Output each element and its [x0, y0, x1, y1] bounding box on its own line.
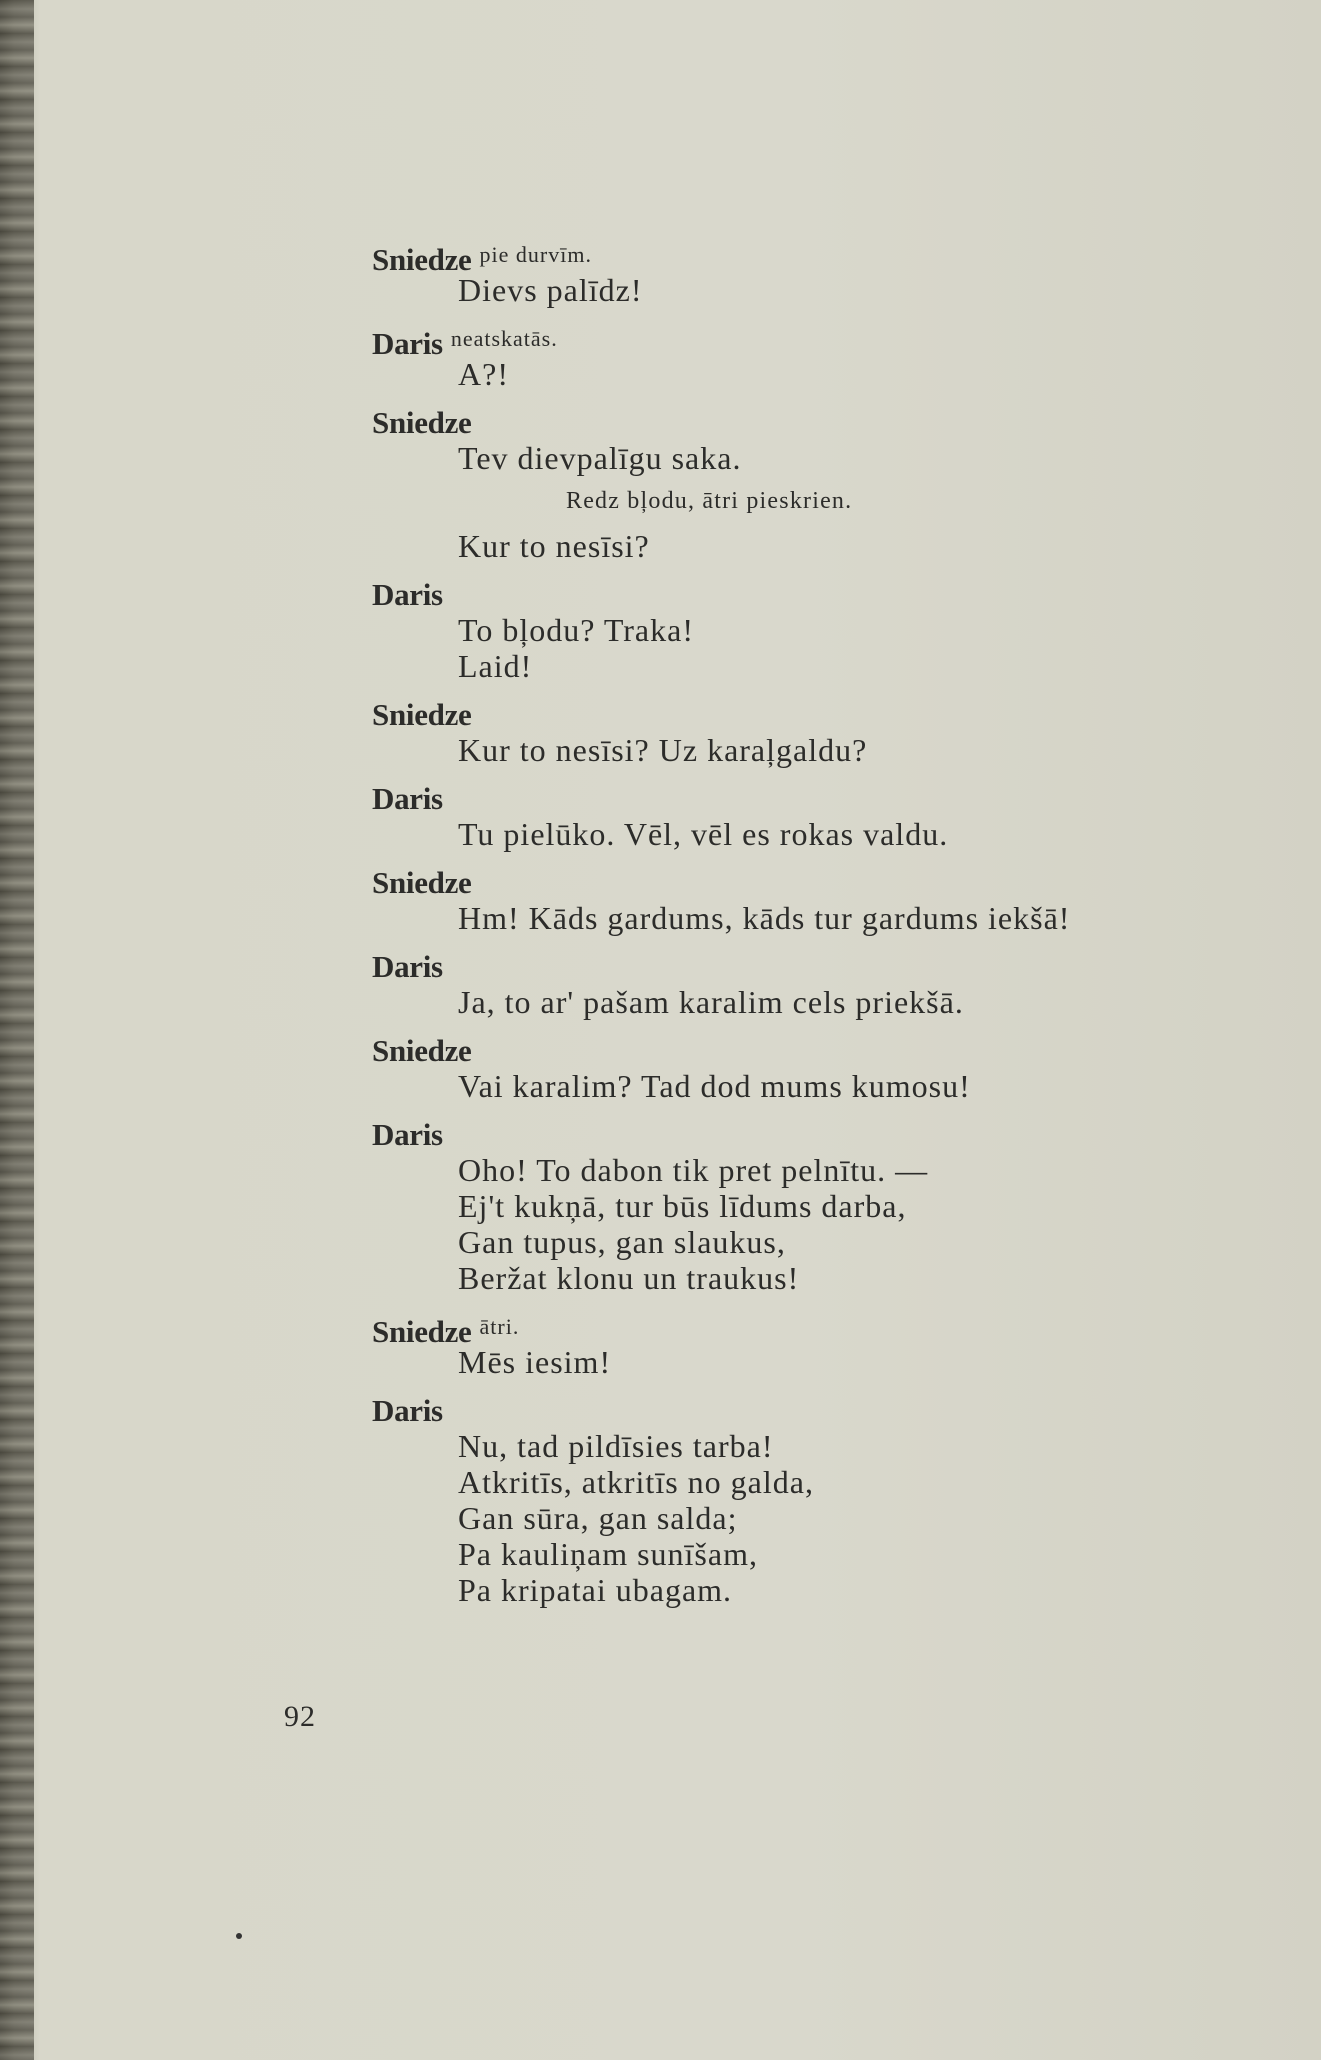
- page-number: 92: [284, 1700, 316, 1733]
- dialogue-line: To bļodu? Traka!: [458, 612, 694, 648]
- stage-direction: ātri.: [479, 1314, 520, 1339]
- stage-direction: neatskatās.: [450, 326, 558, 351]
- dialogue-line: Ej't kukņā, tur būs līdums darba,: [458, 1188, 907, 1224]
- speech-block: [372, 406, 1272, 564]
- speaker-name: Sniedze: [372, 242, 472, 277]
- stage-direction: Redz bļodu, ātri pieskrien.: [566, 488, 853, 514]
- speech-block: [372, 1034, 1272, 1104]
- dialogue-line: A?!: [458, 356, 509, 392]
- speaker-name: Daris: [372, 781, 443, 816]
- dialogue-line: Vai karalim? Tad dod mums kumosu!: [458, 1068, 971, 1104]
- book-spine-edge: [0, 0, 34, 2060]
- speaker-name: Sniedze: [372, 1033, 472, 1068]
- speaker-name: Daris: [372, 577, 443, 612]
- speech-block: [372, 322, 1272, 392]
- speaker-name: Sniedze: [372, 697, 472, 732]
- dialogue-text: [372, 238, 1272, 1608]
- dialogue-line: Pa kauliņam sunīšam,: [458, 1536, 758, 1572]
- speaker-name: Daris: [372, 326, 443, 361]
- dialogue-line: Laid!: [458, 648, 533, 684]
- speech-block: [372, 698, 1272, 768]
- dialogue-line: Mēs iesim!: [458, 1344, 612, 1380]
- dialogue-line: Pa kripatai ubagam.: [458, 1572, 733, 1608]
- dialogue-line: Hm! Kāds gardums, kāds tur gardums iekšā!: [458, 900, 1071, 936]
- dialogue-line: Kur to nesīsi? Uz karaļgaldu?: [458, 732, 868, 768]
- stage-direction: pie durvīm.: [479, 242, 592, 267]
- speech-block: [372, 1394, 1272, 1608]
- dialogue-line: Gan tupus, gan slaukus,: [458, 1224, 786, 1260]
- dialogue-line: Beržat klonu un traukus!: [458, 1260, 800, 1296]
- speaker-name: Sniedze: [372, 1314, 472, 1349]
- dialogue-line: Ja, to ar' pašam karalim cels priekšā.: [458, 984, 964, 1020]
- dialogue-line: Atkritīs, atkritīs no galda,: [458, 1464, 814, 1500]
- speaker-name: Sniedze: [372, 865, 472, 900]
- speech-block: [372, 782, 1272, 852]
- speaker-name: Sniedze: [372, 405, 472, 440]
- speaker-name: Daris: [372, 949, 443, 984]
- speaker-name: Daris: [372, 1393, 443, 1428]
- dialogue-line: Oho! To dabon tik pret pelnītu. —: [458, 1152, 929, 1188]
- speech-block: [372, 866, 1272, 936]
- dialogue-line: Nu, tad pildīsies tarba!: [458, 1428, 774, 1464]
- speaker-name: Daris: [372, 1117, 443, 1152]
- dialogue-line: Tev dievpalīgu saka.: [458, 440, 742, 476]
- speech-block: [372, 238, 1272, 308]
- dialogue-line: Gan sūra, gan salda;: [458, 1500, 738, 1536]
- ink-speck: [236, 1933, 242, 1939]
- dialogue-line: Tu pielūko. Vēl, vēl es rokas valdu.: [458, 816, 949, 852]
- speech-block: [372, 1310, 1272, 1380]
- speech-block: [372, 950, 1272, 1020]
- speech-block: [372, 1118, 1272, 1296]
- dialogue-line: Kur to nesīsi?: [458, 528, 650, 564]
- speech-block: [372, 578, 1272, 684]
- dialogue-line: Dievs palīdz!: [458, 272, 643, 308]
